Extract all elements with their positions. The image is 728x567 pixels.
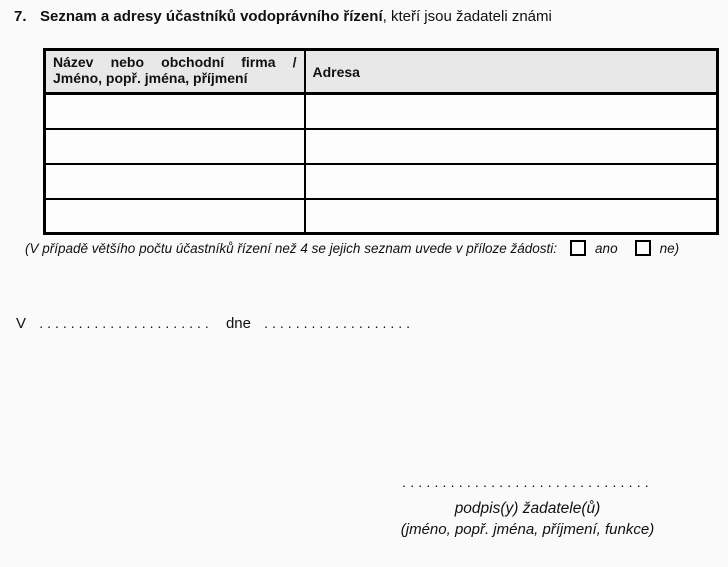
- table-header-row: [45, 50, 718, 94]
- participant-name-cell[interactable]: [45, 129, 305, 164]
- section-number: 7.: [14, 8, 27, 25]
- no-checkbox[interactable]: [635, 240, 651, 256]
- participant-name-cell[interactable]: [45, 94, 305, 129]
- signature-block: [380, 474, 675, 538]
- table-row: [45, 199, 718, 234]
- table-row: [45, 94, 718, 129]
- signature-fill-line[interactable]: ...............................: [402, 474, 653, 490]
- appendix-note-text: (V případě většího počtu účastníků řízení než 4 se jejich seznam uvede v příloze žádosti:: [25, 240, 558, 256]
- participant-address-cell[interactable]: [305, 164, 718, 199]
- participant-name-cell[interactable]: [45, 164, 305, 199]
- header-name-line1: Název nebo obchodní firma /: [53, 54, 297, 70]
- header-name-line2: Jméno, popř. jména, příjmení: [53, 70, 248, 86]
- no-label: ne): [659, 240, 680, 256]
- participants-table-body: [45, 94, 718, 234]
- appendix-note: [25, 240, 679, 256]
- place-date-line: [16, 315, 414, 332]
- date-label: dne: [225, 315, 251, 332]
- yes-checkbox[interactable]: [570, 240, 586, 256]
- table-row: [45, 164, 718, 199]
- date-fill-line[interactable]: ...................: [264, 315, 415, 331]
- participant-name-cell[interactable]: [45, 199, 305, 234]
- place-prefix: V: [16, 315, 27, 332]
- section-title-bold: Seznam a adresy účastníků vodoprávního řízení: [40, 8, 383, 25]
- section-title-rest: , kteří jsou žadateli známi: [382, 8, 552, 25]
- header-name-column: [45, 50, 305, 94]
- section-title-text: [40, 8, 552, 26]
- participant-address-cell[interactable]: [305, 94, 718, 129]
- signature-caption-detail: (jméno, popř. jména, příjmení, funkce): [400, 521, 655, 538]
- place-fill-line[interactable]: ......................: [39, 315, 213, 331]
- yes-label: ano: [595, 240, 618, 256]
- signature-caption: podpis(y) žadatele(ů): [454, 500, 601, 517]
- header-address-label: Adresa: [312, 63, 360, 80]
- header-address-column: [305, 50, 718, 94]
- table-row: [45, 129, 718, 164]
- participant-address-cell[interactable]: [305, 199, 718, 234]
- section-title: [14, 8, 552, 26]
- participants-table: [43, 48, 719, 235]
- participant-address-cell[interactable]: [305, 129, 718, 164]
